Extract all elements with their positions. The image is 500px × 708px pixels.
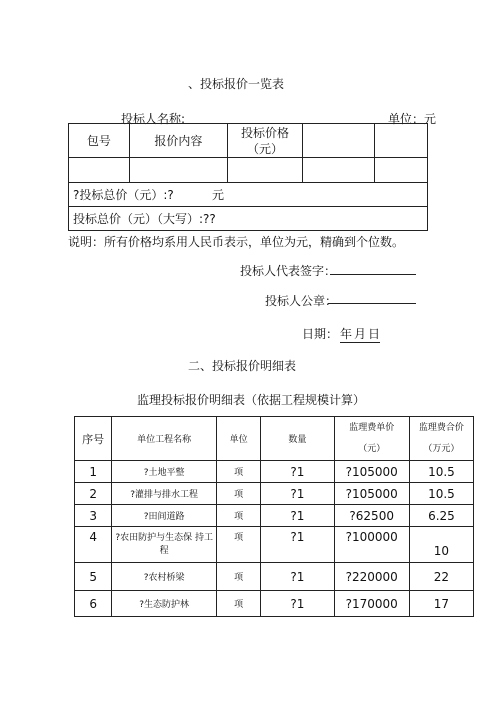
row-seq: 1 xyxy=(75,461,112,483)
unit-label: 单位：元 xyxy=(388,112,437,126)
row-qty: ?1 xyxy=(261,483,334,505)
total-price-row: ?投标总价（元）:? 元 xyxy=(69,183,428,207)
row-seq: 2 xyxy=(75,483,112,505)
seal-line[interactable] xyxy=(328,303,416,304)
row-total: 6.25 xyxy=(409,505,473,527)
detail-table xyxy=(74,416,474,617)
header-unit: 单位 xyxy=(217,417,261,461)
row-price: ?105000 xyxy=(334,483,409,505)
row-price: ?170000 xyxy=(334,591,409,617)
row-unit: 项 xyxy=(217,505,261,527)
row-name: ?田间道路 xyxy=(112,505,217,527)
row-name: ?生态防护林 xyxy=(112,591,217,617)
row-price: ?100000 xyxy=(334,527,409,563)
header-price: 投标价格 （元） xyxy=(228,124,303,158)
row-seq: 4 xyxy=(75,527,112,563)
header-qty: 数量 xyxy=(261,417,334,461)
row-total: 10 xyxy=(409,527,473,563)
header-blank-1 xyxy=(302,124,375,158)
table-row xyxy=(75,483,474,505)
header-content: 报价内容 xyxy=(129,124,227,158)
row-price: ?62500 xyxy=(334,505,409,527)
header-price: 监理费单价 （元） xyxy=(334,417,409,461)
date-label: 日期： xyxy=(302,327,339,341)
header-total: 监理费合价 （万元） xyxy=(409,417,473,461)
row-total: 10.5 xyxy=(409,461,473,483)
cell-empty[interactable] xyxy=(228,158,303,183)
cell-empty[interactable] xyxy=(375,158,428,183)
table-row xyxy=(75,505,474,527)
row-qty: ?1 xyxy=(261,505,334,527)
section2-subtitle: 监理投标报价明细表（依据工程规模计算） xyxy=(137,393,366,407)
bid-summary-table xyxy=(68,123,428,231)
row-seq: 5 xyxy=(75,563,112,591)
row-seq: 6 xyxy=(75,591,112,617)
table-row xyxy=(75,527,474,563)
row-total: 17 xyxy=(409,591,473,617)
row-unit: 项 xyxy=(217,461,261,483)
header-blank-2 xyxy=(375,124,428,158)
rep-sign-label: 投标人代表签字： xyxy=(240,264,337,278)
row-unit: 项 xyxy=(217,591,261,617)
cell-empty[interactable] xyxy=(69,158,130,183)
cell-empty[interactable] xyxy=(302,158,375,183)
date-month: 月 xyxy=(353,327,366,341)
row-unit: 项 xyxy=(217,527,261,563)
row-price: ?105000 xyxy=(334,461,409,483)
header-package: 包号 xyxy=(69,124,130,158)
header-name: 单位工程名称 xyxy=(112,417,217,461)
seal-label: 投标人公章： xyxy=(265,294,338,308)
row-name: ?农村桥梁 xyxy=(112,563,217,591)
row-unit: 项 xyxy=(217,563,261,591)
row-name: ?农田防护与生态保 持工程 xyxy=(112,527,217,563)
section2-title: 二、投标报价明细表 xyxy=(188,359,297,373)
date-field[interactable] xyxy=(340,325,380,343)
table-row xyxy=(75,563,474,591)
cell-empty[interactable] xyxy=(129,158,227,183)
row-name: ?土地平整 xyxy=(112,461,217,483)
section1-title: 、投标报价一览表 xyxy=(188,77,285,91)
row-price: ?220000 xyxy=(334,563,409,591)
table-row xyxy=(75,591,474,617)
date-year: 年 xyxy=(340,327,353,341)
total-price-caps-row: 投标总价（元）（大写）:?? xyxy=(69,207,428,231)
row-qty: ?1 xyxy=(261,563,334,591)
row-qty: ?1 xyxy=(261,527,334,563)
table-row xyxy=(75,461,474,483)
row-qty: ?1 xyxy=(261,591,334,617)
total-unit: 元 xyxy=(212,188,225,202)
header-seq: 序号 xyxy=(75,417,112,461)
row-unit: 项 xyxy=(217,483,261,505)
row-name: ?灌排与排水工程 xyxy=(112,483,217,505)
date-day: 日 xyxy=(367,327,380,341)
row-total: 22 xyxy=(409,563,473,591)
note: 说明：所有价格均系用人民币表示，单位为元，精确到个位数。 xyxy=(68,235,405,249)
row-seq: 3 xyxy=(75,505,112,527)
bidder-name-label: 投标人名称: xyxy=(121,112,186,126)
row-qty: ?1 xyxy=(261,461,334,483)
row-total: 10.5 xyxy=(409,483,473,505)
rep-sign-line[interactable] xyxy=(330,274,416,275)
